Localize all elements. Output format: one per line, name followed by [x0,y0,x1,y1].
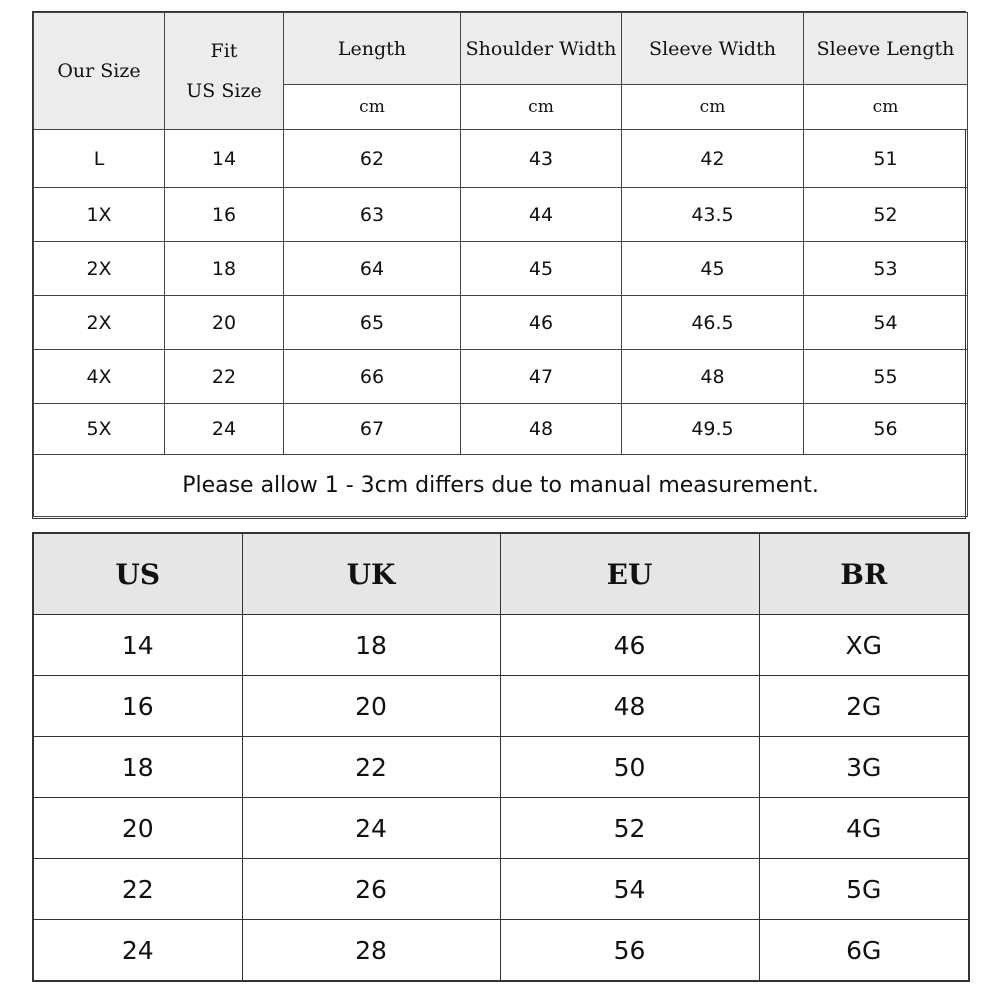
cell-length: 67 [284,404,461,455]
header-fit-us-size [165,13,284,130]
header-us: US [33,533,242,615]
table-row [33,676,969,737]
cell-shoulder-width: 48 [461,404,622,455]
cell-uk: 20 [242,676,500,737]
cell-length: 63 [284,188,461,242]
cell-shoulder-width: 47 [461,350,622,404]
table-row [33,859,969,920]
cell-eu: 48 [500,676,759,737]
header-our-size: Our Size [34,13,165,130]
cell-sleeve-length: 51 [804,130,968,188]
cell-shoulder-width: 46 [461,296,622,350]
size-table [33,12,968,517]
measurement-note: Please allow 1 - 3cm differs due to manual measurement. [34,455,968,517]
conversion-table-body [33,615,969,982]
cell-us: 22 [33,859,242,920]
cell-eu: 52 [500,798,759,859]
table-row [34,404,968,455]
cell-br: 6G [759,920,969,982]
header-length: Length [284,13,461,85]
cell-length: 64 [284,242,461,296]
cell-shoulder-width: 43 [461,130,622,188]
unit-shoulder-width: cm [461,85,622,130]
table-row [34,350,968,404]
cell-eu: 54 [500,859,759,920]
table-row [34,188,968,242]
cell-us-size: 20 [165,296,284,350]
cell-us-size: 16 [165,188,284,242]
cell-br: 5G [759,859,969,920]
cell-shoulder-width: 44 [461,188,622,242]
cell-our-size: 1X [34,188,165,242]
header-uk: UK [242,533,500,615]
cell-our-size: 2X [34,296,165,350]
cell-uk: 18 [242,615,500,676]
cell-br: 2G [759,676,969,737]
cell-shoulder-width: 45 [461,242,622,296]
unit-length: cm [284,85,461,130]
size-table-body [34,130,968,455]
table-row [33,615,969,676]
header-br: BR [759,533,969,615]
cell-length: 62 [284,130,461,188]
table-row [34,130,968,188]
size-conversion-table [32,532,968,972]
cell-length: 65 [284,296,461,350]
cell-us-size: 14 [165,130,284,188]
header-sleeve-length: Sleeve Length [804,13,968,85]
table-row [33,737,969,798]
cell-uk: 26 [242,859,500,920]
cell-eu: 50 [500,737,759,798]
cell-sleeve-width: 43.5 [622,188,804,242]
cell-us-size: 22 [165,350,284,404]
cell-us-size: 24 [165,404,284,455]
cell-sleeve-width: 46.5 [622,296,804,350]
cell-us-size: 18 [165,242,284,296]
header-shoulder-width: Shoulder Width [461,13,622,85]
unit-sleeve-length: cm [804,85,968,130]
cell-sleeve-length: 54 [804,296,968,350]
cell-our-size: 4X [34,350,165,404]
unit-sleeve-width: cm [622,85,804,130]
cell-eu: 46 [500,615,759,676]
cell-uk: 28 [242,920,500,982]
header-eu: EU [500,533,759,615]
cell-uk: 22 [242,737,500,798]
cell-br: 4G [759,798,969,859]
header-fit: Fit [210,40,238,62]
table-row [34,242,968,296]
cell-sleeve-width: 49.5 [622,404,804,455]
header-sleeve-width: Sleeve Width [622,13,804,85]
cell-sleeve-length: 56 [804,404,968,455]
cell-uk: 24 [242,798,500,859]
table-row [33,798,969,859]
cell-us: 20 [33,798,242,859]
cell-sleeve-width: 42 [622,130,804,188]
cell-sleeve-length: 52 [804,188,968,242]
conversion-table [32,532,970,982]
conversion-header-row [33,533,969,615]
cell-our-size: 2X [34,242,165,296]
cell-sleeve-length: 53 [804,242,968,296]
cell-us: 14 [33,615,242,676]
cell-sleeve-length: 55 [804,350,968,404]
cell-our-size: L [34,130,165,188]
size-chart-table [32,11,966,519]
cell-us: 24 [33,920,242,982]
cell-us: 16 [33,676,242,737]
table-row [34,296,968,350]
cell-br: 3G [759,737,969,798]
cell-sleeve-width: 45 [622,242,804,296]
cell-our-size: 5X [34,404,165,455]
cell-sleeve-width: 48 [622,350,804,404]
cell-us: 18 [33,737,242,798]
table-row [33,920,969,982]
cell-br: XG [759,615,969,676]
cell-length: 66 [284,350,461,404]
cell-eu: 56 [500,920,759,982]
header-us-size: US Size [186,80,262,102]
